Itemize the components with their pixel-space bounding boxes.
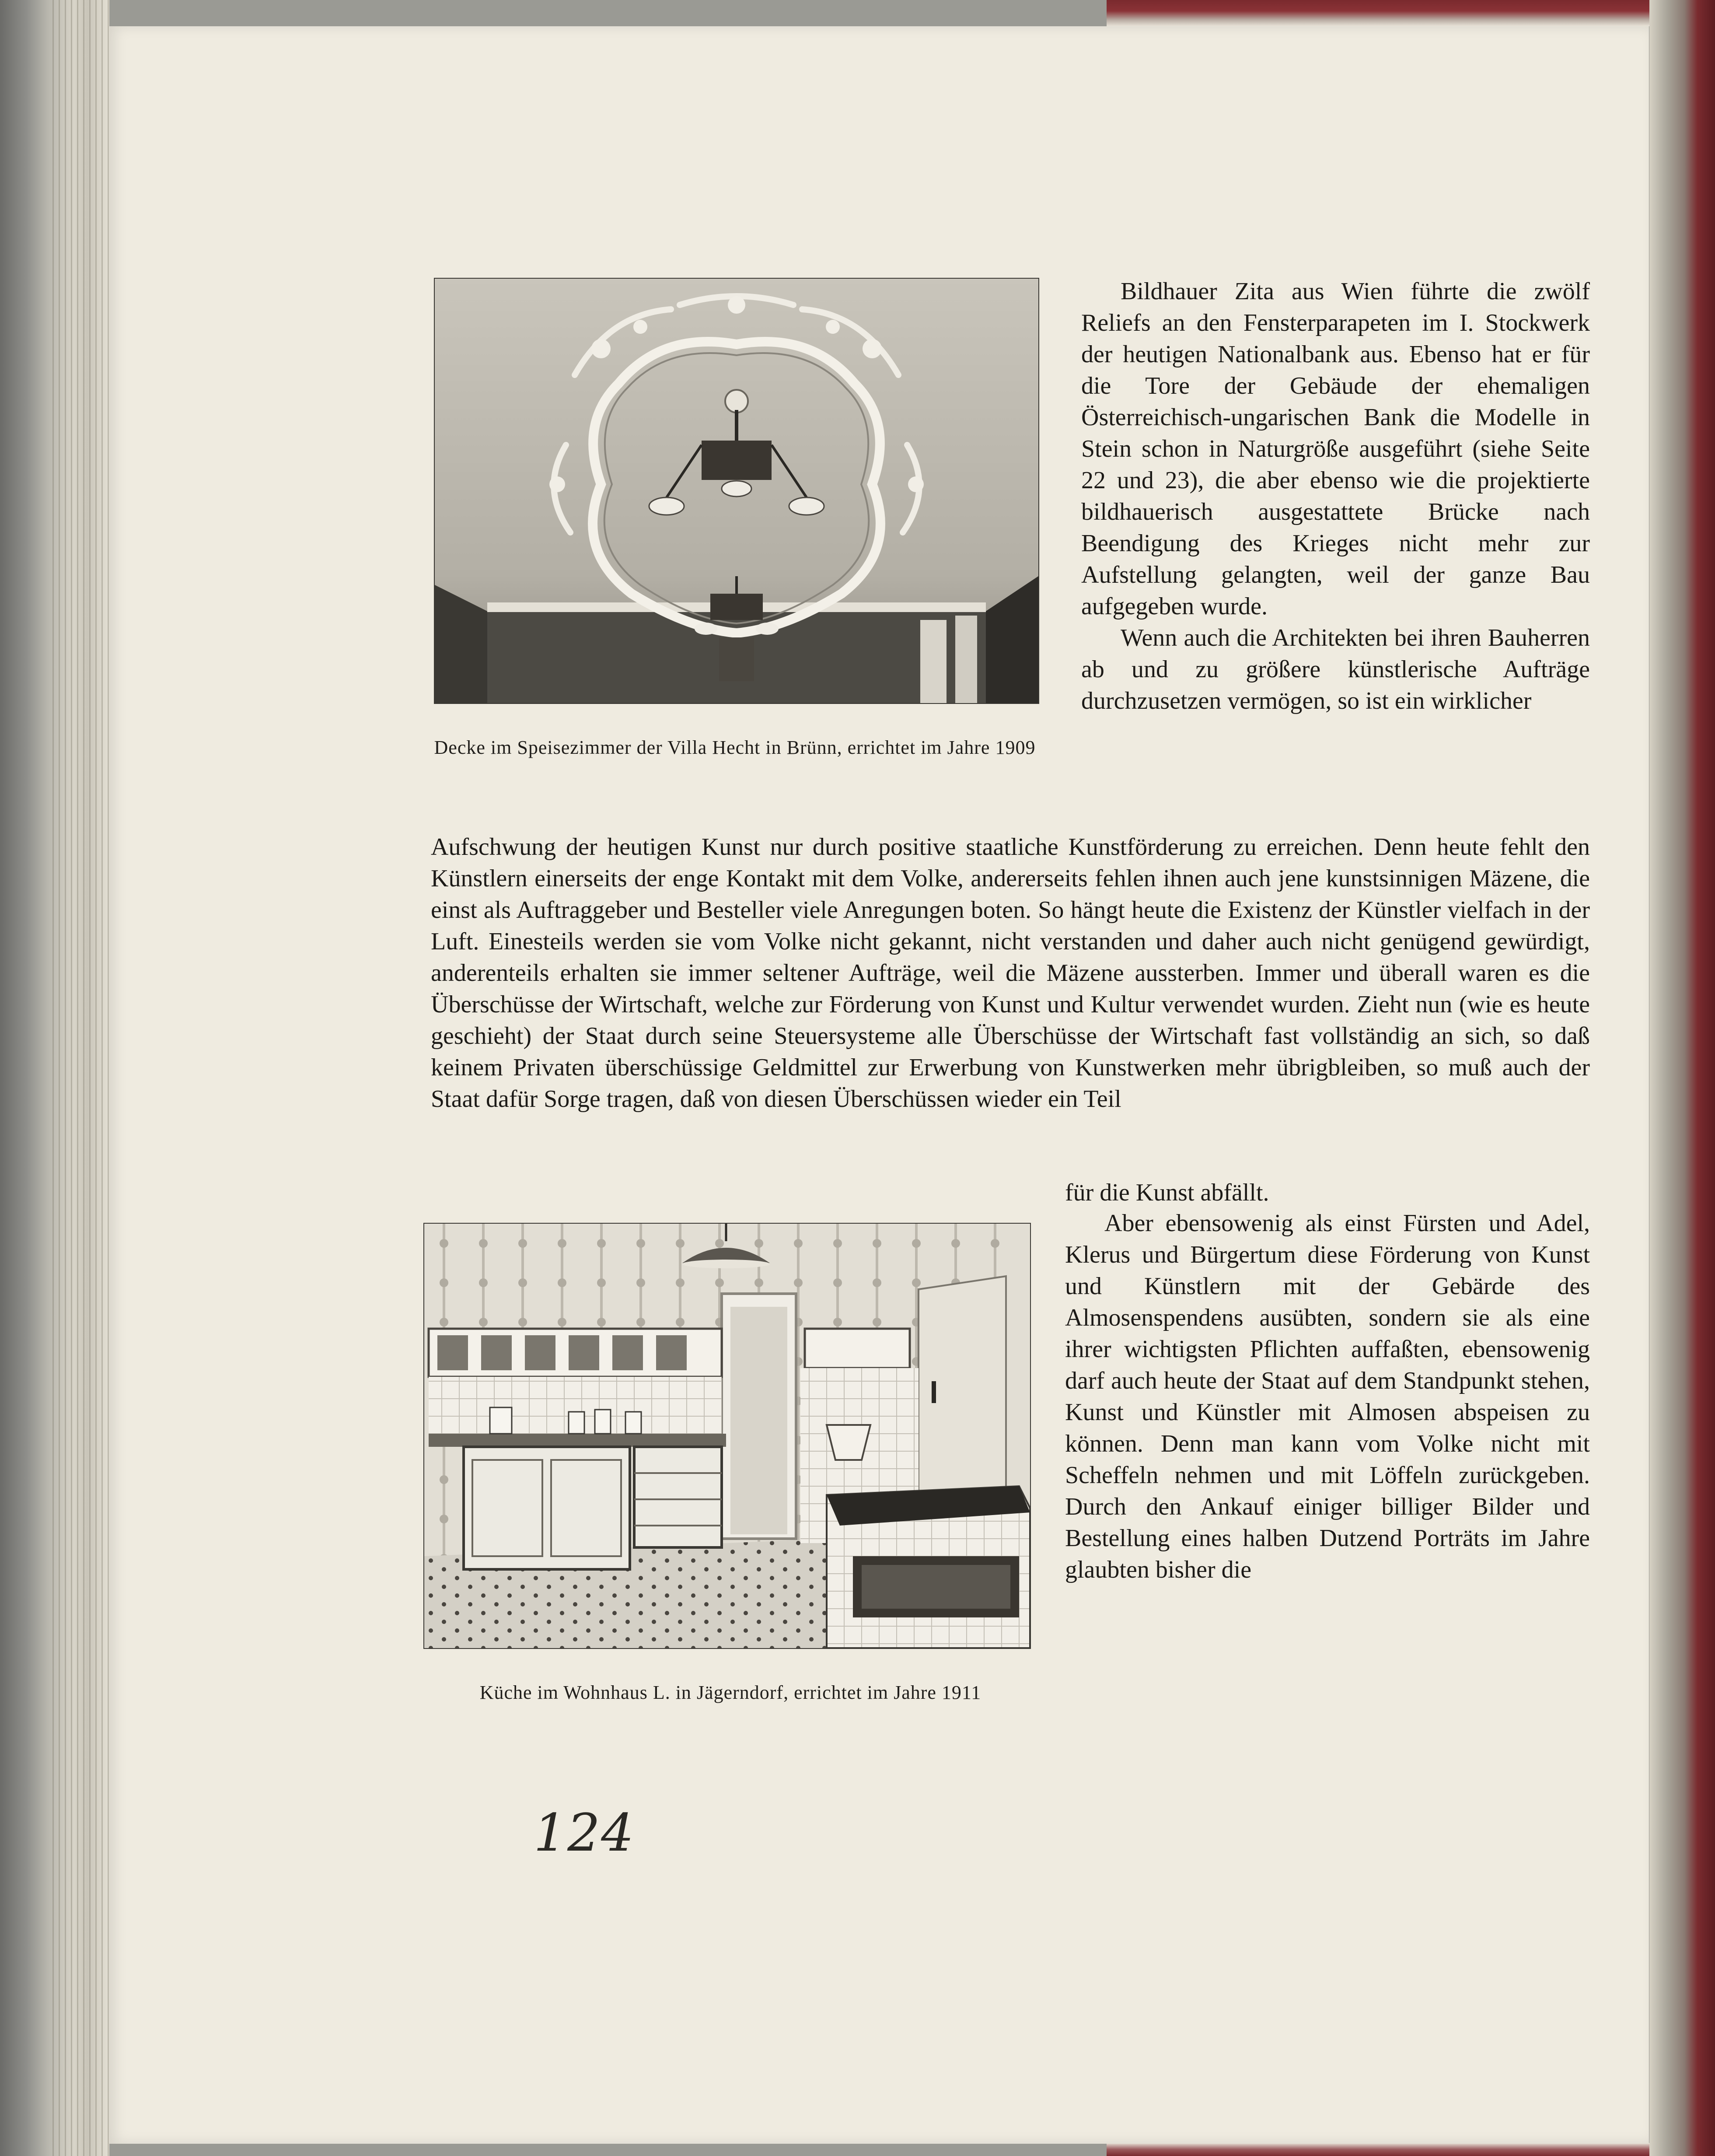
paragraph-2-end: für die Kunst abfällt. bbox=[1065, 1179, 1269, 1206]
ceiling-caption: Decke im Speisezimmer der Villa Hecht in Brünn, errichtet im Jahre 1909 bbox=[434, 737, 1036, 758]
book-right-edge bbox=[1649, 0, 1715, 2156]
page-stack-lines bbox=[52, 0, 109, 2156]
kitchen-photo bbox=[423, 1223, 1031, 1649]
text-tail-line bbox=[1065, 1177, 1590, 1208]
text-column-top bbox=[1081, 276, 1590, 717]
book-left-edge bbox=[0, 0, 109, 2156]
kitchen-photo-icon bbox=[424, 1224, 1030, 1648]
page-number: 124 bbox=[534, 1802, 635, 1863]
ceiling-photo bbox=[434, 278, 1039, 704]
paragraph-3: Aber ebensowenig als einst Fürsten und Adel, Klerus und Bürgertum diese Förderung von Kunst und Künstlern mit der Gebärde des Almosenspendens ausübten, sondern sie als eine ihrer wichtigsten Pflichten auffaßten, ebensowenig darf auch heute der Staat auf dem Standpunkt stehen, Kunst und Künstler mit Almosen abspeisen zu können. Denn man kann vom Volke nicht mit Scheffeln nehmen und mit Löffeln zurückgeben. Durch den Ankauf einiger billiger Bilder und Bestellung eines halben Dutzend Porträts im Jahre glaubten bisher die bbox=[1065, 1210, 1590, 1583]
book-page bbox=[109, 26, 1649, 2144]
book-cover-top bbox=[1107, 0, 1715, 26]
book-cover-bottom bbox=[1107, 2143, 1715, 2156]
text-full-width bbox=[431, 831, 1590, 1115]
kitchen-caption: Küche im Wohnhaus L. in Jägerndorf, errichtet im Jahre 1911 bbox=[479, 1682, 981, 1703]
paragraph-1: Bildhauer Zita aus Wien führte die zwölf Reliefs an den Fensterparapeten im I. Stockwerk der heutigen Nationalbank aus. Ebenso hat er für die Tore der Gebäude der ehemaligen Österreichisch-ungarischen Bank die Modelle in Stein schon in Naturgröße ausgeführt (siehe Seite 22 und 23), die aber ebenso wie die projektierte bildhauerisch ausgestattete Brücke nach Beendigung des Krieges nicht mehr zur Aufstellung gelangten, weil der ganze Bau aufgegeben wurde. bbox=[1081, 278, 1590, 620]
ceiling-photo-icon bbox=[435, 279, 1038, 703]
paragraph-2-start: Wenn auch die Architekten bei ihren Bauherren ab und zu größere künstlerische Aufträge durchzusetzen vermögen, so ist ein wirklicher bbox=[1081, 624, 1590, 714]
text-column-bottom bbox=[1065, 1208, 1590, 1586]
paragraph-2-continued: Aufschwung der heutigen Kunst nur durch positive staatliche Kunstförderung zu erreichen. Denn heute fehlt den Künstlern einerseits der enge Kontakt mit dem Volke, andererseits fehlen ihnen auch jene kunstsinnigen Mäzene, die einst als Auftraggeber und Besteller viele Anregungen boten. So hängt heute die Existenz der Künstler vielfach in der Luft. Einesteils werden sie vom Volke nicht gekannt, nicht verstanden und daher auch nicht genügend gewürdigt, anderenteils erhalten sie immer seltener Aufträge, weil die Mäzene aussterben. Immer und überall waren es die Überschüsse der Wirtschaft, welche zur Förderung von Kunst und Kultur verwendet wurden. Zieht nun (wie es heute geschieht) der Staat durch seine Steuersysteme alle Überschüsse der Wirtschaft fast vollständig an sich, so daß keinem Privaten überschüssige Geldmittel zur Erwerbung von Kunstwerken mehr übrigbleiben, so muß auch der Staat dafür Sorge tragen, daß von diesen Überschüssen wieder ein Teil bbox=[431, 833, 1590, 1113]
